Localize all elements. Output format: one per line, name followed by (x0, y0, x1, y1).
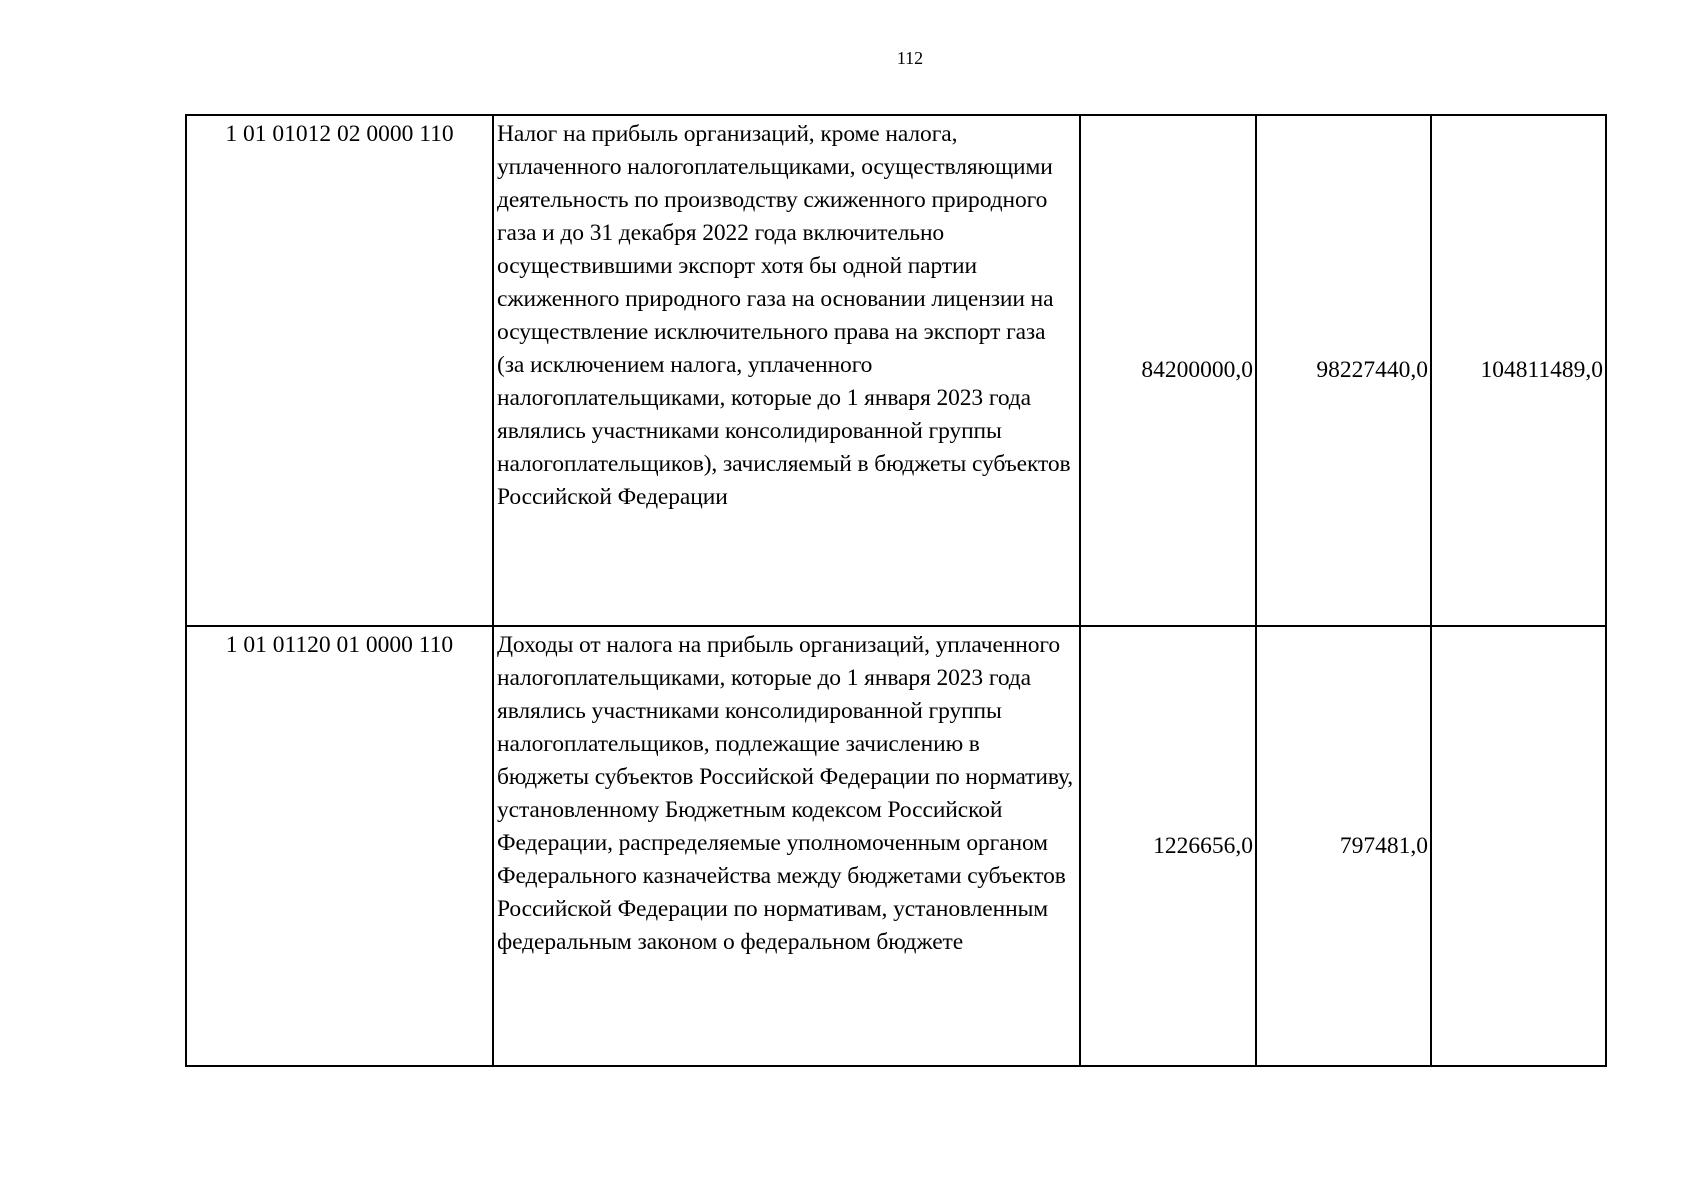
page-number: 112 (896, 48, 924, 68)
revenue-description: Доходы от налога на прибыль организаций, уплаченного налогоплательщиками, которые до 1 января 2023 года являлись участниками консолидированной группы налогоплательщиков, подлежащие зачислению в бюджеты субъектов Российской Федерации по нормативу, установленному Бюджетным кодексом Российской Федерации, распределяемые уполномоченным органом Федерального казначейства между бюджетами субъектов Российской Федерации по нормативам, установленным федеральным законом о федеральном бюджете (493, 626, 1080, 1066)
amount-year-2-value: 98227440,0 (1316, 357, 1428, 383)
amount-year-1-value: 84200000,0 (1141, 357, 1253, 383)
amount-year-3 (1431, 115, 1606, 626)
table-row (186, 626, 1606, 1066)
amount-year-1 (1080, 115, 1256, 626)
amount-year-2 (1256, 626, 1431, 1066)
amount-year-3-value: 104811489,0 (1480, 357, 1603, 383)
table-row (186, 115, 1606, 626)
amount-year-2-value: 797481,0 (1339, 832, 1428, 859)
budget-classification-code: 1 01 01012 02 0000 110 (186, 115, 493, 626)
amount-year-1 (1080, 626, 1256, 1066)
revenue-description: Налог на прибыль организаций, кроме налога, уплаченного налогоплательщиками, осуществляющими деятельность по производству сжиженного природного газа и до 31 декабря 2022 года включительно осуществившими экспорт хотя бы одной партии сжиженного природного газа на основании лицензии на осуществление исключительного права на экспорт газа (за исключением налога, уплаченного налогоплательщиками, которые до 1 января 2023 года являлись участниками консолидированной группы налогоплательщиков), зачисляемый в бюджеты субъектов Российской Федерации (493, 115, 1080, 626)
amount-year-2 (1256, 115, 1431, 626)
amount-year-1-value: 1226656,0 (1153, 832, 1253, 859)
budget-classification-code: 1 01 01120 01 0000 110 (186, 626, 493, 1066)
amount-year-3 (1431, 626, 1606, 1066)
revenue-table (185, 114, 1607, 1067)
